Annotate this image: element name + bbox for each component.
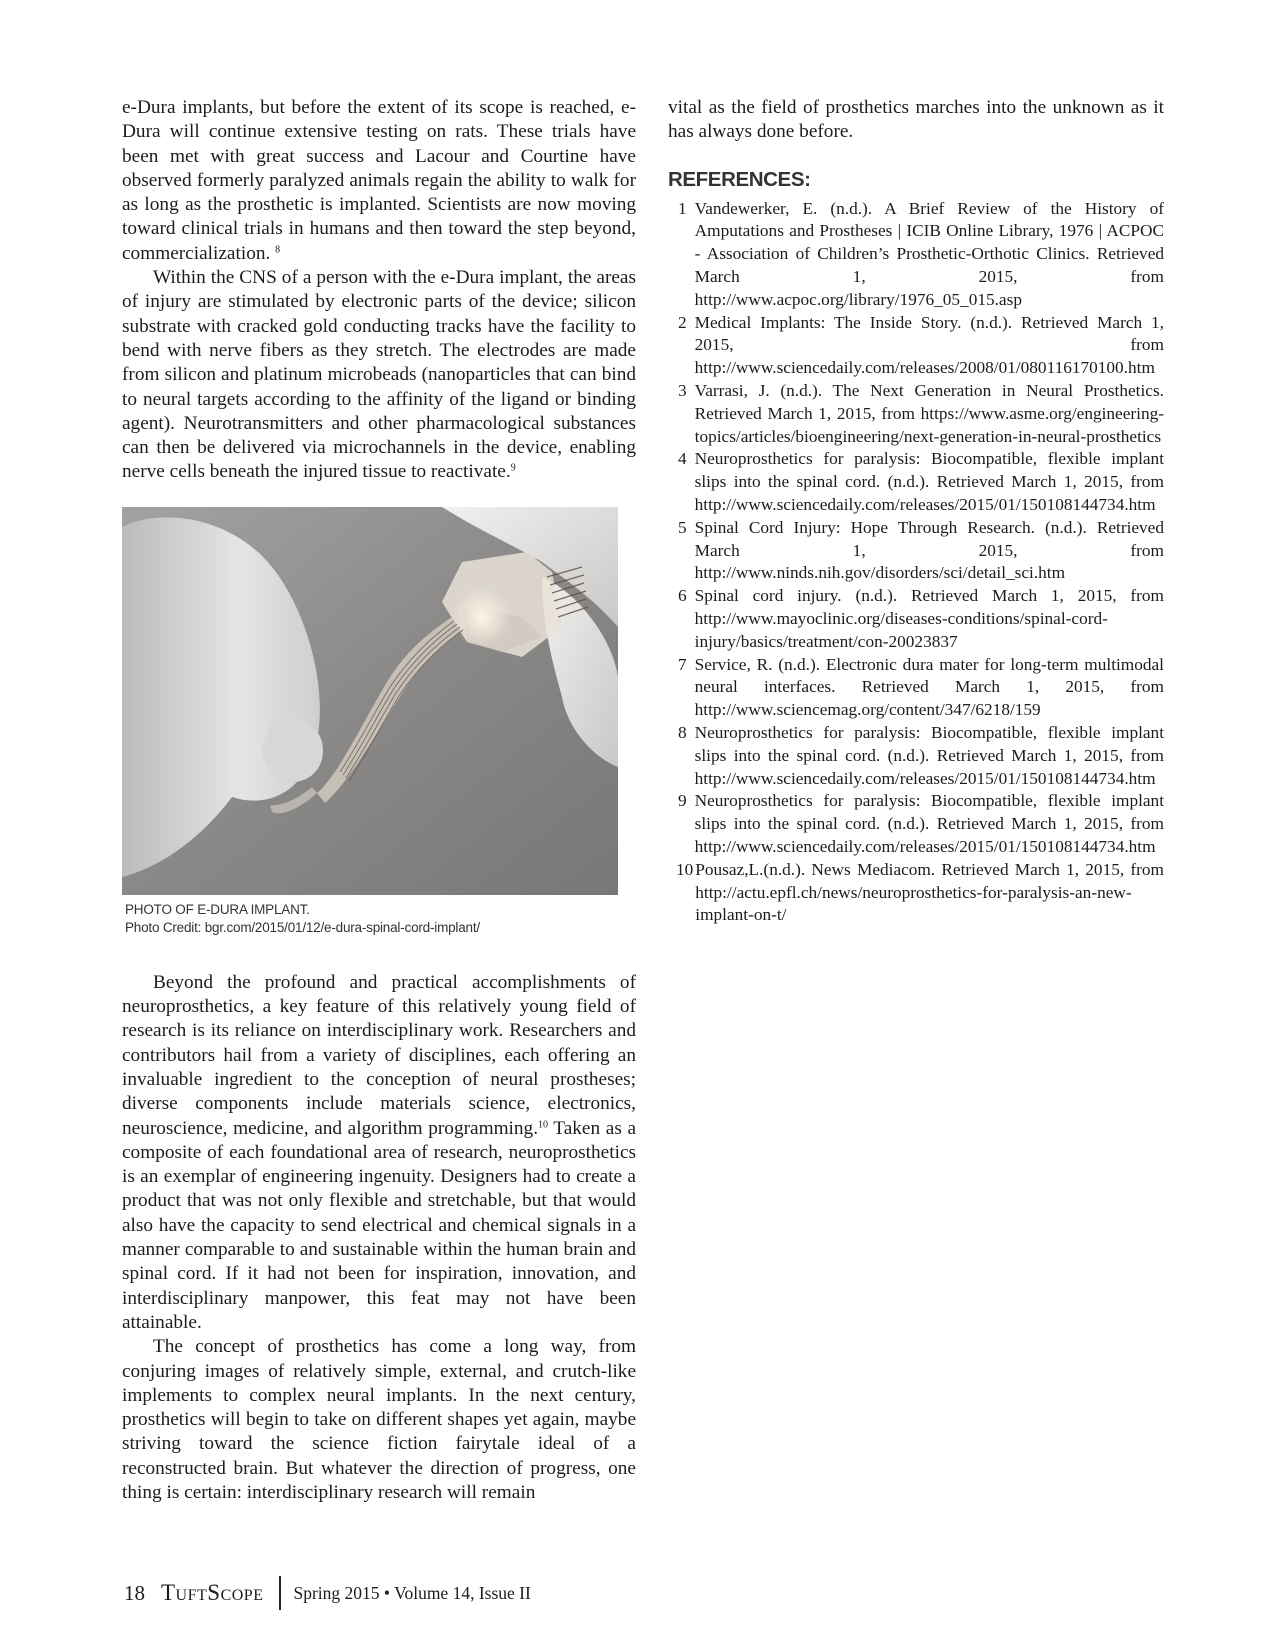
reference-item (668, 198, 1164, 312)
reference-text: Service, R. (n.d.). Electronic dura mater for long-term multimodal neural interfaces. Retrieved March 1, 2015, from http://www.sciencemag.org/content/347/6218/159 (694, 654, 1164, 720)
reference-number: 5 (678, 517, 687, 537)
magazine-name: TuftScope (161, 1580, 264, 1605)
reference-number: 9 (678, 791, 687, 811)
caption-title: PHOTO OF E-DURA IMPLANT. (125, 901, 310, 917)
page-footer (124, 1576, 531, 1610)
reference-number: 3 (678, 380, 687, 400)
reference-item (668, 790, 1164, 858)
citation-marker: 8 (275, 244, 281, 256)
reference-item (668, 654, 1164, 722)
reference-item (668, 517, 1164, 585)
reference-text: Spinal Cord Injury: Hope Through Research. (n.d.). Retrieved March 1, 2015, from http://www.ninds.nih.gov/disorders/sci/detail_sci.htm (694, 517, 1164, 583)
caption-credit: Photo Credit: bgr.com/2015/01/12/e-dura-spinal-cord-implant/ (125, 919, 480, 935)
reference-item (668, 448, 1164, 516)
body-paragraph: The concept of prosthetics has come a long way, from conjuring images of relatively simple, external, and crutch-like implements to complex neural implants. In the next century, prosthetics will begin to take on different shapes yet again, maybe striving toward the science fiction fairytale ideal of a reconstructed brain. But whatever the direction of progress, one thing is certain: interdisciplinary research will remain (122, 1336, 636, 1503)
references-heading: REFERENCES: (668, 167, 811, 191)
body-paragraph: Within the CNS of a person with the e-Dura implant, the areas of injury are stimulated by electronic parts of the device; silicon substrate with cracked gold conducting tracks have the facility to bend with nerve fibers as they stretch. The electrodes are made from silicon and platinum microbeads (nanoparticles that can bind to neural targets according to the affinity of the ligand or binding agent). Neurotransmitters and other pharmacological substances can then be delivered via microchannels in the device, enabling nerve cells beneath the injured tissue to reactivate.$^9$ (122, 267, 636, 483)
reference-number: 2 (678, 312, 687, 332)
body-paragraph-continued: vital as the field of prosthetics marches into the unknown as it has always done before. (668, 97, 1164, 143)
page-number: 18 (124, 1580, 145, 1605)
reference-number: 6 (678, 586, 687, 606)
citation-marker: 10 (538, 1119, 549, 1131)
reference-text: Spinal cord injury. (n.d.). Retrieved March 1, 2015, from http://www.mayoclinic.org/diseases-conditions/spinal-cord-injury/basics/treatment/con-20023837 (694, 586, 1164, 651)
reference-text: Neuroprosthetics for paralysis: Biocompatible, flexible implant slips into the spinal cord. (n.d.). Retrieved March 1, 2015, from http://www.sciencedaily.com/releases/2015/01/150108144734.htm (694, 722, 1164, 788)
body-paragraph: Beyond the profound and practical accomplishments of neuroprosthetics, a key feature of this relatively young field of research is its reliance on interdisciplinary work. Researchers and contributors hail from a variety of disciplines, each offering an invaluable ingredient to the conception of neural prostheses; diverse components include materials science, electronics, neuroscience, medicine, and algorithm programming.$^{10}$ Taken as a composite of each foundational area of research, neuroprosthetics is an exemplar of engineering ingenuity. Designers had to create a product that was not only flexible and stretchable, but that would also have the capacity to send electrical and chemical signals in a manner comparable to and sustainable within the human brain and spinal cord. If it had not been for inspiration, innovation, and interdisciplinary manpower, this feat may not have been attainable. (122, 971, 637, 1333)
issue-info: Spring 2015 • Volume 14, Issue II (293, 1582, 531, 1603)
reference-text: Varrasi, J. (n.d.). The Next Generation in Neural Prosthetics. Retrieved March 1, 2015, from https://www.asme.org/engineering-topics/articles/bioengineering/next-generation-in-neural-prosthetics (694, 380, 1164, 446)
reference-item (668, 722, 1164, 790)
reference-number: 4 (678, 449, 687, 469)
citation-marker: 9 (510, 462, 516, 474)
reference-text: Pousaz,L.(n.d.). News Mediacom. Retrieved March 1, 2015, from http://actu.epfl.ch/news/neuroprosthetics-for-paralysis-an-new-implant-on-t/ (695, 859, 1164, 925)
reference-number: 1 (678, 198, 687, 218)
reference-text: Neuroprosthetics for paralysis: Biocompatible, flexible implant slips into the spinal cord. (n.d.). Retrieved March 1, 2015, from http://www.sciencedaily.com/releases/2015/01/150108144734.htm (694, 449, 1164, 514)
figure-caption (122, 901, 618, 937)
reference-text: Vandewerker, E. (n.d.). A Brief Review of the History of Amputations and Prostheses | ICIB Online Library, 1976 | ACPOC - Association of Children’s Prosthetic-Orthotic Clinics. Retrieved March 1, 2015, from http://www.acpoc.org/library/1976_05_015.asp (694, 198, 1164, 309)
figure (122, 507, 618, 937)
left-column (122, 96, 636, 1505)
body-paragraph: e-Dura implants, but before the extent of its scope is reached, e-Dura will continue extensive testing on rats. These trials have been met with great success and Lacour and Courtine have observed formerly paralyzed animals regain the ability to walk for as long as the prosthetic is implanted. Scientists are now moving toward clinical trials in humans and then toward the step beyond, commercialization. $^8$ (122, 97, 636, 264)
reference-item (668, 585, 1164, 653)
references-list (668, 198, 1164, 928)
reference-item (668, 859, 1164, 927)
reference-number: 8 (678, 722, 687, 742)
reference-number: 10 (676, 859, 694, 879)
reference-text: Neuroprosthetics for paralysis: Biocompatible, flexible implant slips into the spinal cord. (n.d.). Retrieved March 1, 2015, from http://www.sciencedaily.com/releases/2015/01/150108144734.htm (694, 791, 1164, 856)
reference-item (668, 312, 1164, 380)
footer-divider (279, 1576, 281, 1610)
right-column (668, 96, 1164, 927)
reference-item (668, 380, 1164, 448)
reference-text: Medical Implants: The Inside Story. (n.d.). Retrieved March 1, 2015, from http://www.sciencedaily.com/releases/2008/01/080116170100.htm (694, 312, 1164, 378)
e-dura-implant-photo (122, 507, 618, 895)
reference-number: 7 (678, 654, 687, 674)
